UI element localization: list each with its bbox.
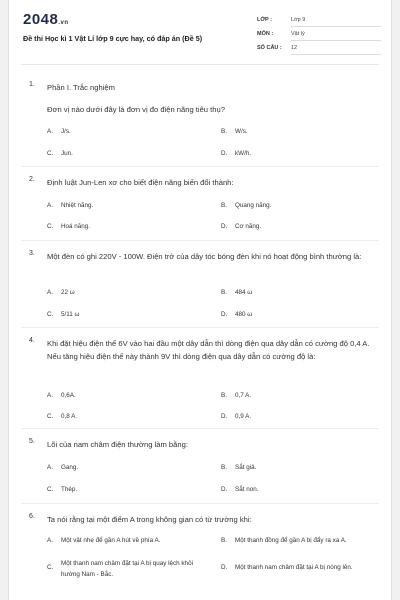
option-text: Hoá năng. [61, 223, 91, 230]
option-text: 0,7 A. [235, 392, 252, 399]
question-number: 5. [29, 438, 35, 445]
option-letter: C. [47, 486, 54, 493]
option-letter: D. [221, 311, 228, 318]
option-text: Cơ năng. [235, 223, 262, 230]
option-letter: C. [47, 150, 54, 157]
option-letter: B. [221, 392, 227, 399]
divider [21, 503, 379, 504]
option-text: 480 ω [235, 311, 253, 318]
option-letter: B. [221, 128, 227, 135]
option-text: Jun. [61, 150, 73, 157]
option-text: 0,8 A. [61, 413, 78, 420]
question-text: Định luật Jun-Len xơ cho biết điện năng biến đổi thành: [47, 178, 234, 187]
option-text: Một vật nhẹ để gần A hút về phía A. [61, 537, 161, 544]
question-text: Khi đặt hiệu điện thế 6V vào hai đầu một dây dẫn thì dòng điện qua dây dẫn có cường độ 0,4 A. Nếu tăng hiệu điện thế này thành 9V thì dòng điện qua dây dẫn có cường độ là: [47, 339, 370, 361]
option-letter: A. [47, 537, 53, 544]
logo-text: 2048 [23, 11, 59, 28]
option-text: 22 ω [61, 289, 75, 296]
option-letter: D. [221, 413, 228, 420]
option-letter: C. [47, 413, 54, 420]
option-text: 0,9 A. [235, 413, 252, 420]
option-text: 484 ω [235, 289, 253, 296]
option-letter: D. [221, 150, 228, 157]
option-letter: A. [47, 289, 53, 296]
option-letter: B. [221, 202, 227, 209]
option-letter: D. [221, 564, 228, 571]
question-number: 1. [29, 81, 35, 88]
exam-header [9, 0, 391, 66]
divider [21, 428, 379, 429]
meta-value: Lớp 9 [291, 17, 306, 23]
option-text: kW/h. [235, 150, 252, 157]
meta-key: LỚP : [257, 17, 272, 23]
site-logo[interactable] [23, 11, 69, 28]
option-text: Một thanh đồng để gần A bị đẩy ra xa A. [235, 537, 347, 544]
divider [291, 40, 381, 41]
meta-value: Vật lý [291, 31, 305, 37]
option-letter: A. [47, 464, 53, 471]
divider [21, 327, 379, 328]
question-text: Ta nói rằng tại một điểm A trong không gian có từ trường khi: [47, 515, 252, 524]
option-text: W/s. [235, 128, 248, 135]
header-divider [21, 64, 379, 65]
question-number: 2. [29, 176, 35, 183]
option-text: Gang. [61, 464, 79, 471]
meta-key: MÔN : [257, 31, 274, 37]
option-text: Thép. [61, 486, 78, 493]
question-text: Một đèn có ghi 220V - 100W. Điện trở của dây tóc bóng đèn khi nó hoạt động bình thường là: [47, 252, 362, 261]
question-text: Đơn vị nào dưới đây là đơn vị đo điện năng tiêu thụ? [47, 105, 225, 114]
option-letter: B. [221, 464, 227, 471]
option-letter: D. [221, 223, 228, 230]
option-letter: B. [221, 537, 227, 544]
section-title: Phần I. Trắc nghiệm [47, 83, 115, 92]
exam-title: Đề thi Học kì 1 Vật Lí lớp 9 cực hay, có đáp án (Đề 5) [23, 34, 203, 43]
option-text: Sắt non. [235, 486, 259, 493]
meta-key: SỐ CÂU : [257, 45, 282, 51]
question-number: 4. [29, 337, 35, 344]
divider [291, 54, 381, 55]
divider [21, 240, 379, 241]
option-text: 0,6A. [61, 392, 76, 399]
option-text: J/s. [61, 128, 71, 135]
option-letter: C. [47, 564, 54, 571]
option-letter: C. [47, 311, 54, 318]
option-letter: A. [47, 392, 53, 399]
option-text: Nhiệt năng. [61, 202, 94, 209]
option-text: Một thanh nam châm đặt tại A bị quay lệch khỏi hướng Nam - Bắc. [61, 560, 193, 578]
option-letter: A. [47, 202, 53, 209]
option-text: Một thanh nam châm đặt tại A bị nóng lên. [235, 564, 353, 571]
divider [291, 26, 381, 27]
option-letter: D. [221, 486, 228, 493]
question-number: 6. [29, 513, 35, 520]
option-letter: B. [221, 289, 227, 296]
question-number: 3. [29, 250, 35, 257]
option-text: 5/11 ω [61, 311, 80, 318]
exam-page [8, 0, 392, 600]
option-text: Quang năng. [235, 202, 272, 209]
option-letter: A. [47, 128, 53, 135]
question-text: Lõi của nam châm điện thường làm bằng: [47, 440, 188, 449]
option-text: Sắt giả. [235, 464, 257, 471]
meta-value: 12 [291, 45, 298, 51]
option-letter: C. [47, 223, 54, 230]
divider [21, 166, 379, 167]
logo-suffix: .vn [58, 20, 69, 26]
